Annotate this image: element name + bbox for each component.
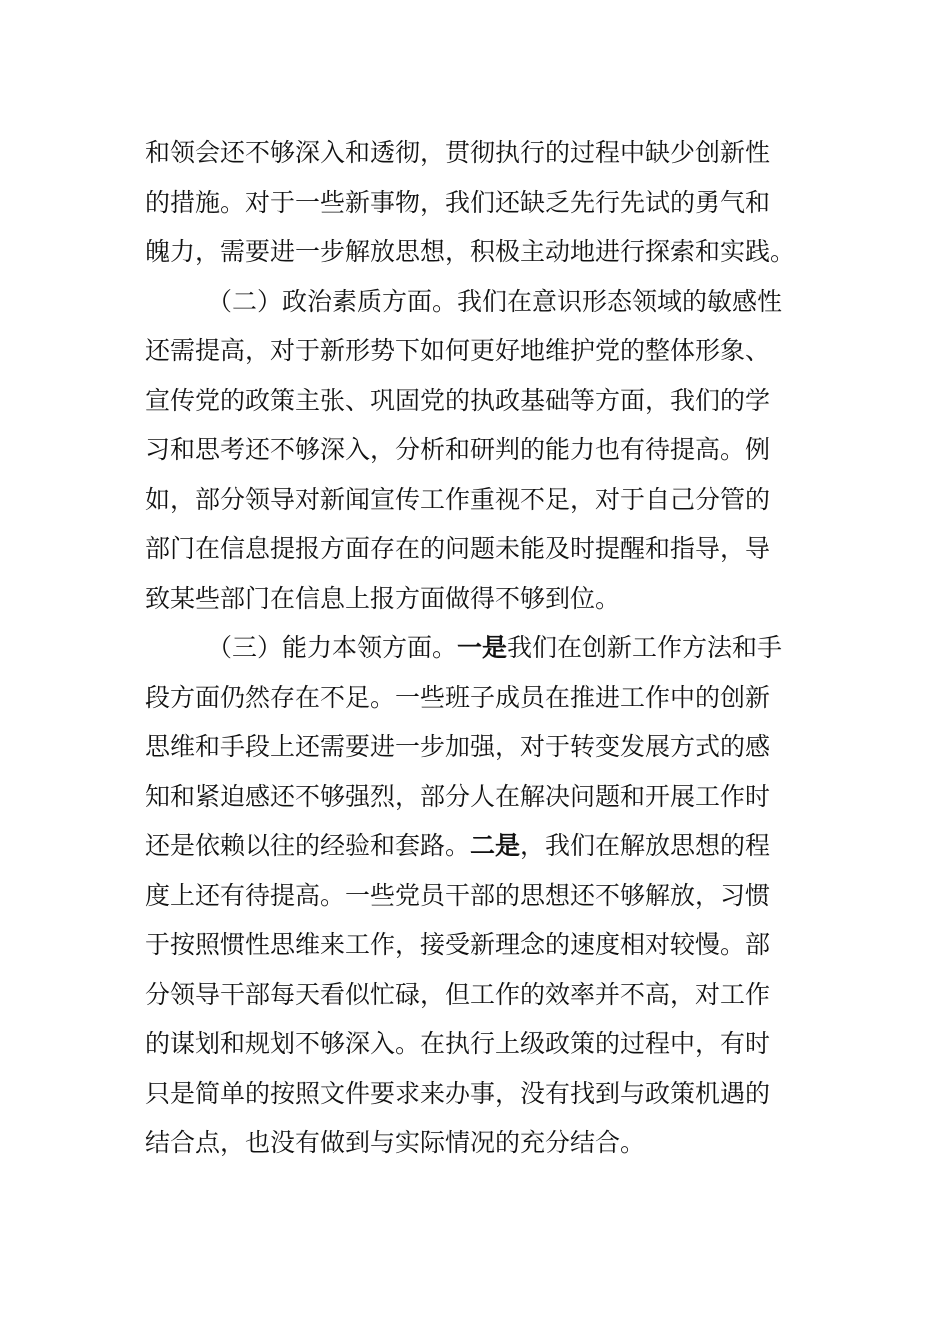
text-segment: （三）能力本领方面。 <box>207 633 458 662</box>
text-line: 魄力，需要进一步解放思想，积极主动地进行探索和实践。 <box>145 237 796 266</box>
section-heading-line <box>145 623 805 673</box>
text-line: 致某些部门在信息上报方面做得不够到位。 <box>145 583 621 613</box>
document-body <box>145 128 805 1168</box>
text-line: 只是简单的按照文件要求来办事，没有找到与政策机遇的 <box>145 1078 771 1108</box>
text-line: 段方面仍然存在不足。一些班子成员在推进工作中的创新 <box>145 682 771 712</box>
text-line: 还需提高，对于新形势下如何更好地维护党的整体形象、 <box>145 336 771 365</box>
text-line: 分领导干部每天看似忙碌，但工作的效率并不高，对工作 <box>145 979 771 1009</box>
text-segment: 我们在创新工作方法和手 <box>507 633 783 662</box>
bold-emphasis: 二是 <box>470 831 521 860</box>
bold-emphasis: 一是 <box>457 633 508 662</box>
text-line: 知和紧迫感还不够强烈，部分人在解决问题和开展工作时 <box>145 781 771 811</box>
text-line: 度上还有待提高。一些党员干部的思想还不够解放，习惯 <box>145 880 771 910</box>
section-heading-line: （二）政治素质方面。我们在意识形态领域的敏感性 <box>207 286 783 316</box>
text-line: 于按照惯性思维来工作，接受新理念的速度相对较慢。部 <box>145 930 771 959</box>
text-segment: ，我们在解放思想的程 <box>520 831 771 860</box>
text-line: 习和思考还不够深入，分析和研判的能力也有待提高。例 <box>145 435 771 464</box>
text-line: 思维和手段上还需要进一步加强，对于转变发展方式的感 <box>145 732 771 761</box>
text-segment: 还是依赖以往的经验和套路。 <box>145 831 471 860</box>
text-line: 部门在信息提报方面存在的问题未能及时提醒和指导，导 <box>145 534 771 563</box>
text-line: 宣传党的政策主张、巩固党的执政基础等方面，我们的学 <box>145 385 771 415</box>
text-line: 和领会还不够深入和透彻，贯彻执行的过程中缺少创新性 <box>145 138 771 167</box>
text-line <box>145 821 805 871</box>
text-line: 如，部分领导对新闻宣传工作重视不足，对于自己分管的 <box>145 484 771 514</box>
text-line: 的谋划和规划不够深入。在执行上级政策的过程中，有时 <box>145 1029 771 1058</box>
text-line: 结合点，也没有做到与实际情况的充分结合。 <box>145 1128 646 1157</box>
text-line: 的措施。对于一些新事物，我们还缺乏先行先试的勇气和 <box>145 187 771 217</box>
